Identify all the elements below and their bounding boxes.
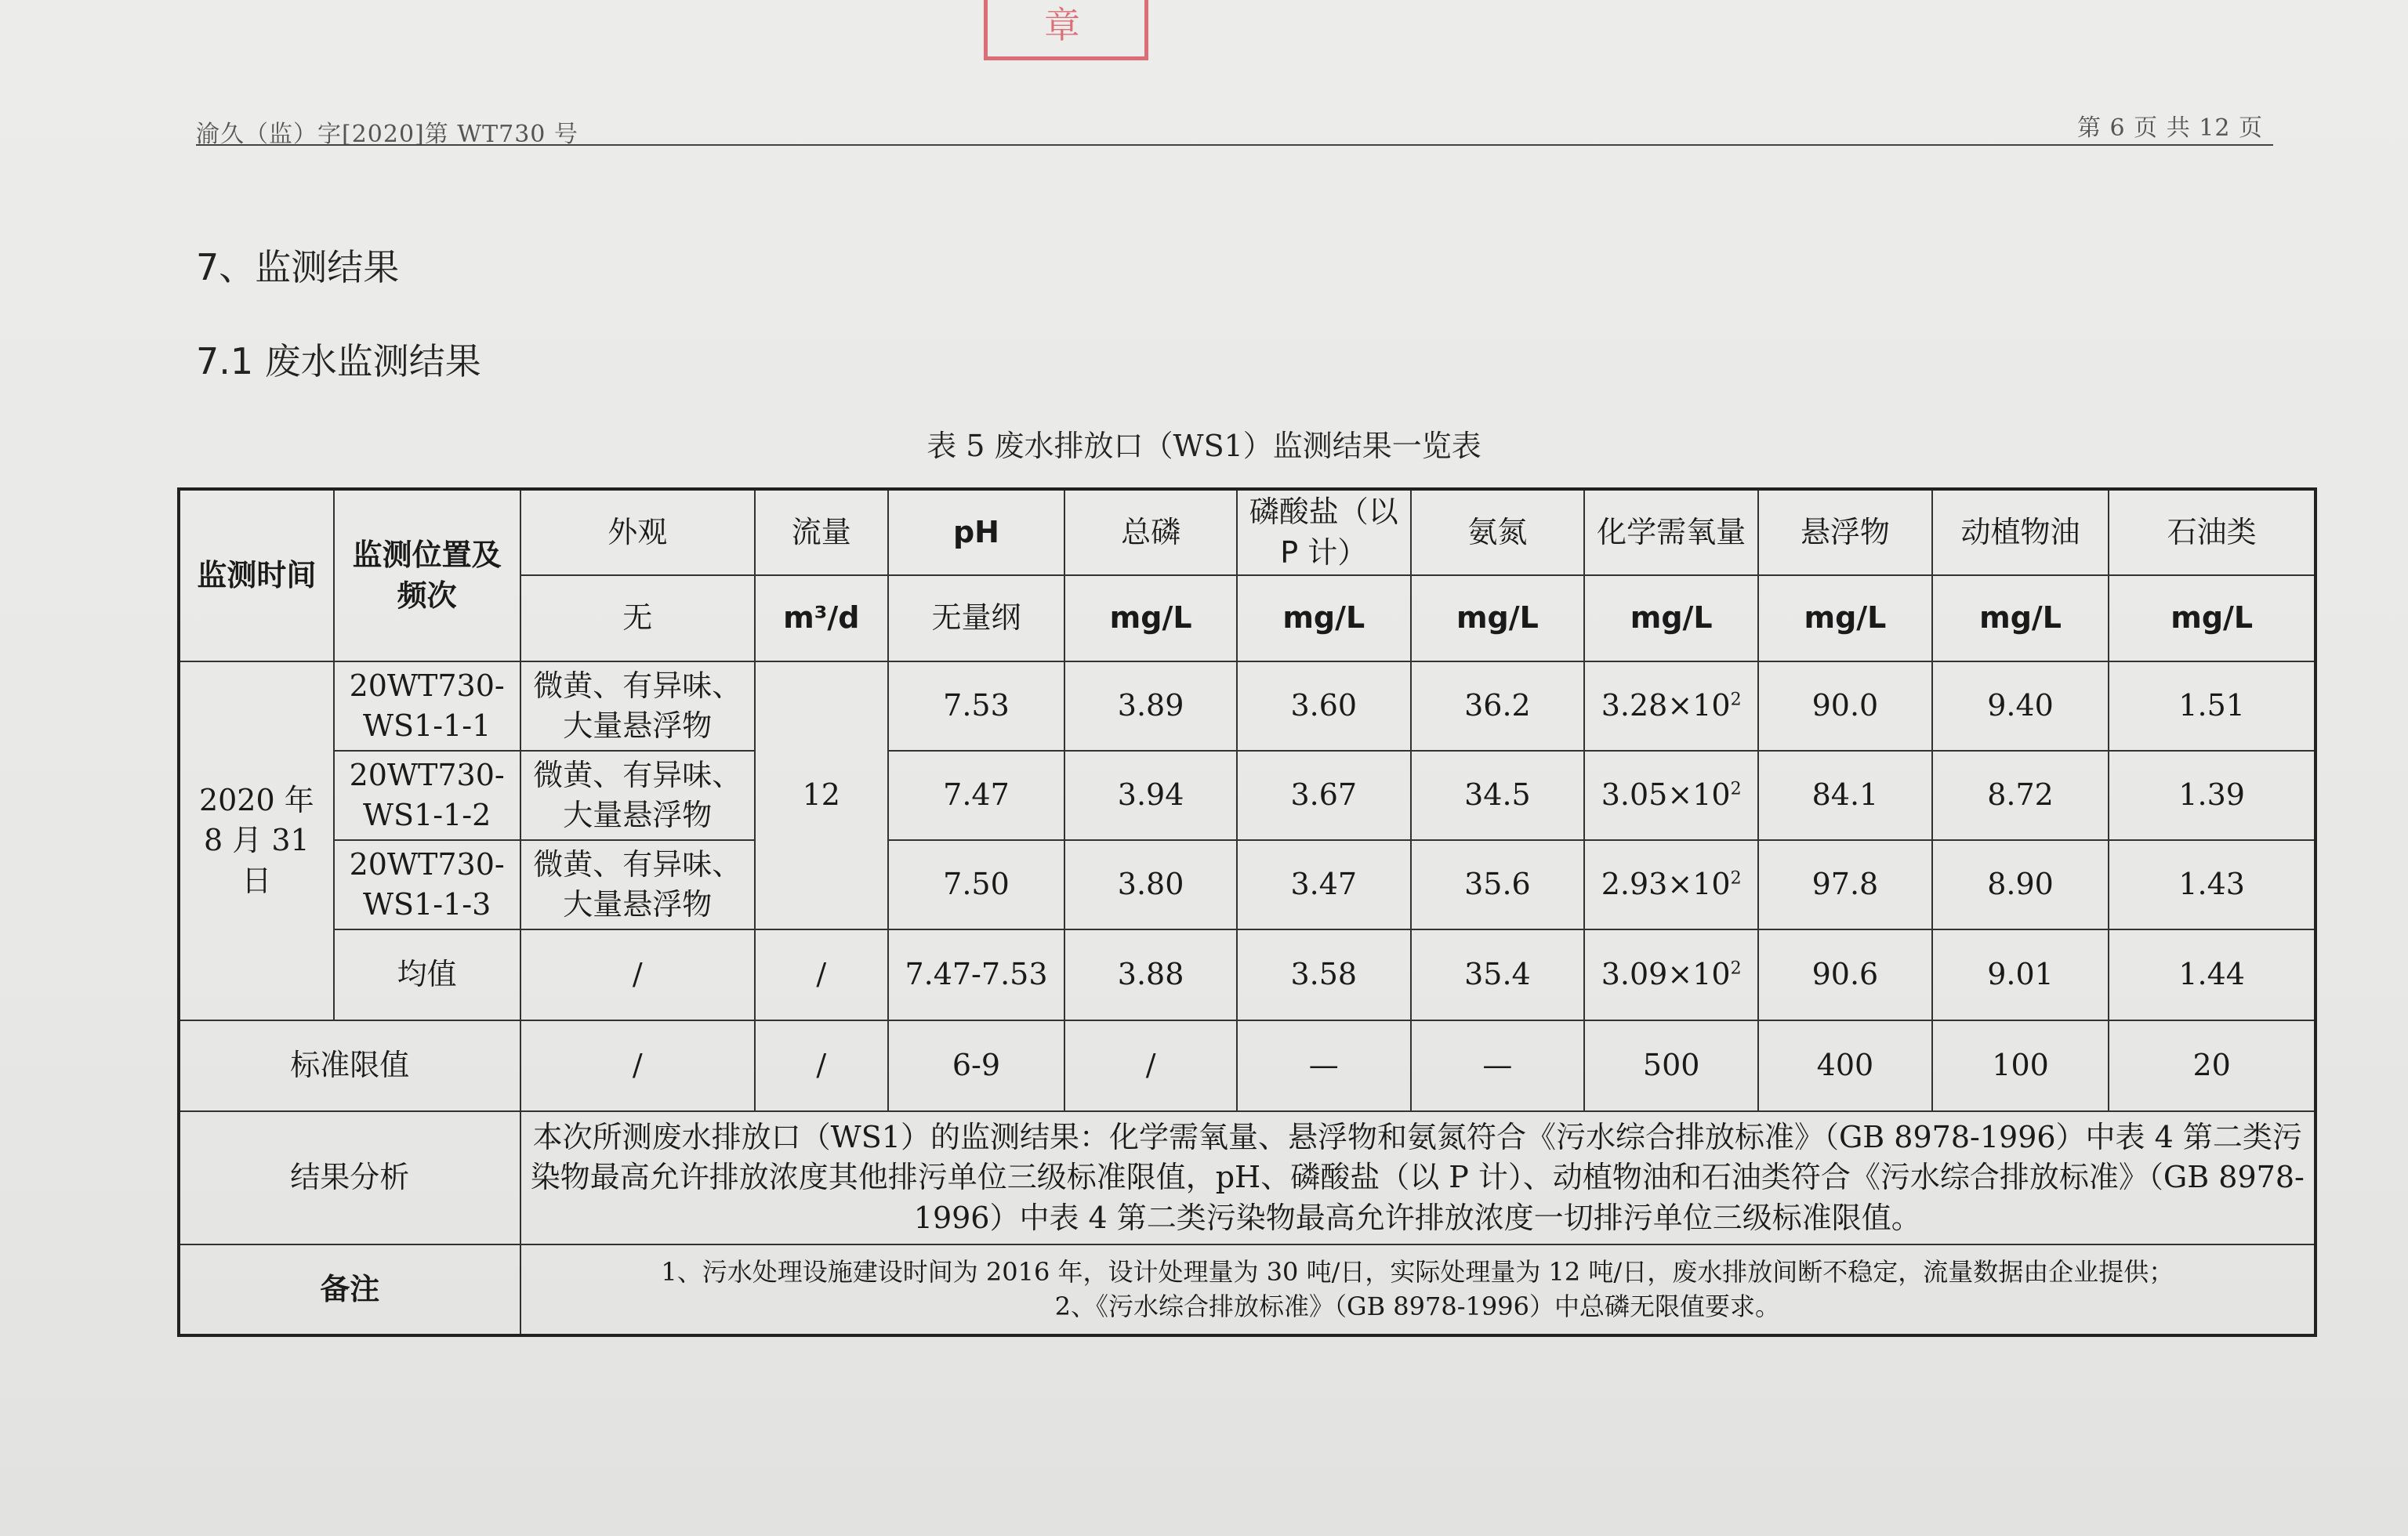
limit-tp: / <box>1064 1020 1237 1111</box>
notes-label: 备注 <box>179 1244 520 1335</box>
tp-cell: 3.80 <box>1064 840 1237 929</box>
mean-tp: 3.88 <box>1064 929 1237 1020</box>
cod-cell <box>1584 661 1758 751</box>
limit-ph: 6-9 <box>888 1020 1065 1111</box>
note-line-2: 2、《污水综合排放标准》（GB 8978-1996）中总磷无限值要求。 <box>1054 1291 1780 1321</box>
table-row <box>179 661 2316 751</box>
notes-row <box>179 1244 2316 1335</box>
location-cell: 20WT730-WS1-1-2 <box>334 751 520 840</box>
ss-cell: 90.0 <box>1758 661 1932 751</box>
header-divider <box>196 144 2273 146</box>
unit-oil-petro: mg/L <box>2109 575 2316 661</box>
mean-row <box>179 929 2316 1020</box>
mean-phosphate: 3.58 <box>1237 929 1411 1020</box>
mean-flow: / <box>755 929 888 1020</box>
notes-text <box>520 1244 2316 1335</box>
mean-oil-animal: 9.01 <box>1932 929 2109 1020</box>
unit-oil-animal: mg/L <box>1932 575 2109 661</box>
unit-nh3n: mg/L <box>1411 575 1585 661</box>
table-row <box>179 751 2316 840</box>
header-location: 监测位置及频次 <box>334 489 520 661</box>
oil-animal-cell: 9.40 <box>1932 661 2109 751</box>
header-oil-petro: 石油类 <box>2109 489 2316 575</box>
oil-petro-cell: 1.43 <box>2109 840 2316 929</box>
limit-oil-petro: 20 <box>2109 1020 2316 1111</box>
nh3n-cell: 34.5 <box>1411 751 1585 840</box>
unit-ph: 无量纲 <box>888 575 1065 661</box>
header-flow: 流量 <box>755 489 888 575</box>
table-row <box>179 840 2316 929</box>
limit-ss: 400 <box>1758 1020 1932 1111</box>
limit-appearance: / <box>520 1020 755 1111</box>
flow-cell: 12 <box>755 661 888 929</box>
cod-exponent: 2 <box>1730 690 1742 710</box>
unit-ss: mg/L <box>1758 575 1932 661</box>
report-number: 渝久（监）字[2020]第 WT730 号 <box>196 121 578 148</box>
mean-appearance: / <box>520 929 755 1020</box>
header-time: 监测时间 <box>179 489 334 661</box>
mean-label: 均值 <box>334 929 520 1020</box>
header-ph: pH <box>888 489 1065 575</box>
mean-ph: 7.47-7.53 <box>888 929 1065 1020</box>
nh3n-cell: 35.6 <box>1411 840 1585 929</box>
table-caption: 表 5 废水排放口（WS1）监测结果一览表 <box>927 429 1481 463</box>
limit-oil-animal: 100 <box>1932 1020 2109 1111</box>
unit-appearance: 无 <box>520 575 755 661</box>
phosphate-cell: 3.60 <box>1237 661 1411 751</box>
analysis-text: 本次所测废水排放口（WS1）的监测结果：化学需氧量、悬浮物和氨氮符合《污水综合排放标准》（GB 8978-1996）中表 4 第二类污染物最高允许排放浓度其他排污单位三级标准限值，pH、磷酸盐（以 P 计）、动植物油和石油类符合《污水综合排放标准》（GB 8978-1996）中表 4 第二类污染物最高允许排放浓度一切排污单位三级标准限值。 <box>520 1111 2316 1244</box>
location-cell: 20WT730-WS1-1-3 <box>334 840 520 929</box>
results-table <box>177 487 2317 1337</box>
oil-petro-cell: 1.39 <box>2109 751 2316 840</box>
nh3n-cell: 36.2 <box>1411 661 1585 751</box>
header-ss: 悬浮物 <box>1758 489 1932 575</box>
cod-exponent: 2 <box>1730 958 1742 979</box>
limit-cod: 500 <box>1584 1020 1758 1111</box>
phosphate-cell: 3.47 <box>1237 840 1411 929</box>
oil-animal-cell: 8.90 <box>1932 840 2109 929</box>
oil-petro-cell: 1.51 <box>2109 661 2316 751</box>
seal-stamp: 章 <box>984 0 1148 60</box>
analysis-label: 结果分析 <box>179 1111 520 1244</box>
cod-base: 3.09×10 <box>1601 957 1731 992</box>
appearance-cell: 微黄、有异味、大量悬浮物 <box>520 661 755 751</box>
header-nh3n: 氨氮 <box>1411 489 1585 575</box>
unit-cod: mg/L <box>1584 575 1758 661</box>
ph-cell: 7.47 <box>888 751 1065 840</box>
tp-cell: 3.89 <box>1064 661 1237 751</box>
ph-cell: 7.53 <box>888 661 1065 751</box>
header-cod: 化学需氧量 <box>1584 489 1758 575</box>
mean-ss: 90.6 <box>1758 929 1932 1020</box>
header-phosphate: 磷酸盐（以 P 计） <box>1237 489 1411 575</box>
oil-animal-cell: 8.72 <box>1932 751 2109 840</box>
unit-tp: mg/L <box>1064 575 1237 661</box>
limit-phosphate: — <box>1237 1020 1411 1111</box>
cod-cell <box>1584 751 1758 840</box>
phosphate-cell: 3.67 <box>1237 751 1411 840</box>
cod-exponent: 2 <box>1730 779 1742 799</box>
header-oil-animal: 动植物油 <box>1932 489 2109 575</box>
appearance-cell: 微黄、有异味、大量悬浮物 <box>520 751 755 840</box>
appearance-cell: 微黄、有异味、大量悬浮物 <box>520 840 755 929</box>
analysis-row <box>179 1111 2316 1244</box>
tp-cell: 3.94 <box>1064 751 1237 840</box>
page-info: 第 6 页 共 12 页 <box>2077 114 2263 142</box>
limit-label: 标准限值 <box>179 1020 520 1111</box>
unit-phosphate: mg/L <box>1237 575 1411 661</box>
cod-cell <box>1584 840 1758 929</box>
cod-base: 3.05×10 <box>1601 777 1731 813</box>
mean-nh3n: 35.4 <box>1411 929 1585 1020</box>
section-heading: 7、监测结果 <box>196 246 400 288</box>
header-row <box>179 489 2316 575</box>
cod-base: 2.93×10 <box>1601 867 1731 902</box>
mean-cod <box>1584 929 1758 1020</box>
date-cell: 2020 年 8 月 31 日 <box>179 661 334 1020</box>
limit-row <box>179 1020 2316 1111</box>
subsection-heading: 7.1 废水监测结果 <box>196 340 481 382</box>
mean-oil-petro: 1.44 <box>2109 929 2316 1020</box>
header-tp: 总磷 <box>1064 489 1237 575</box>
header-appearance: 外观 <box>520 489 755 575</box>
cod-exponent: 2 <box>1730 868 1742 889</box>
note-line-1: 1、污水处理设施建设时间为 2016 年，设计处理量为 30 吨/日，实际处理量为 12 吨/日，废水排放间断不稳定，流量数据由企业提供； <box>661 1257 2174 1288</box>
limit-nh3n: — <box>1411 1020 1585 1111</box>
ss-cell: 97.8 <box>1758 840 1932 929</box>
cod-base: 3.28×10 <box>1601 688 1731 723</box>
ss-cell: 84.1 <box>1758 751 1932 840</box>
limit-flow: / <box>755 1020 888 1111</box>
ph-cell: 7.50 <box>888 840 1065 929</box>
location-cell: 20WT730-WS1-1-1 <box>334 661 520 751</box>
unit-flow: m³/d <box>755 575 888 661</box>
